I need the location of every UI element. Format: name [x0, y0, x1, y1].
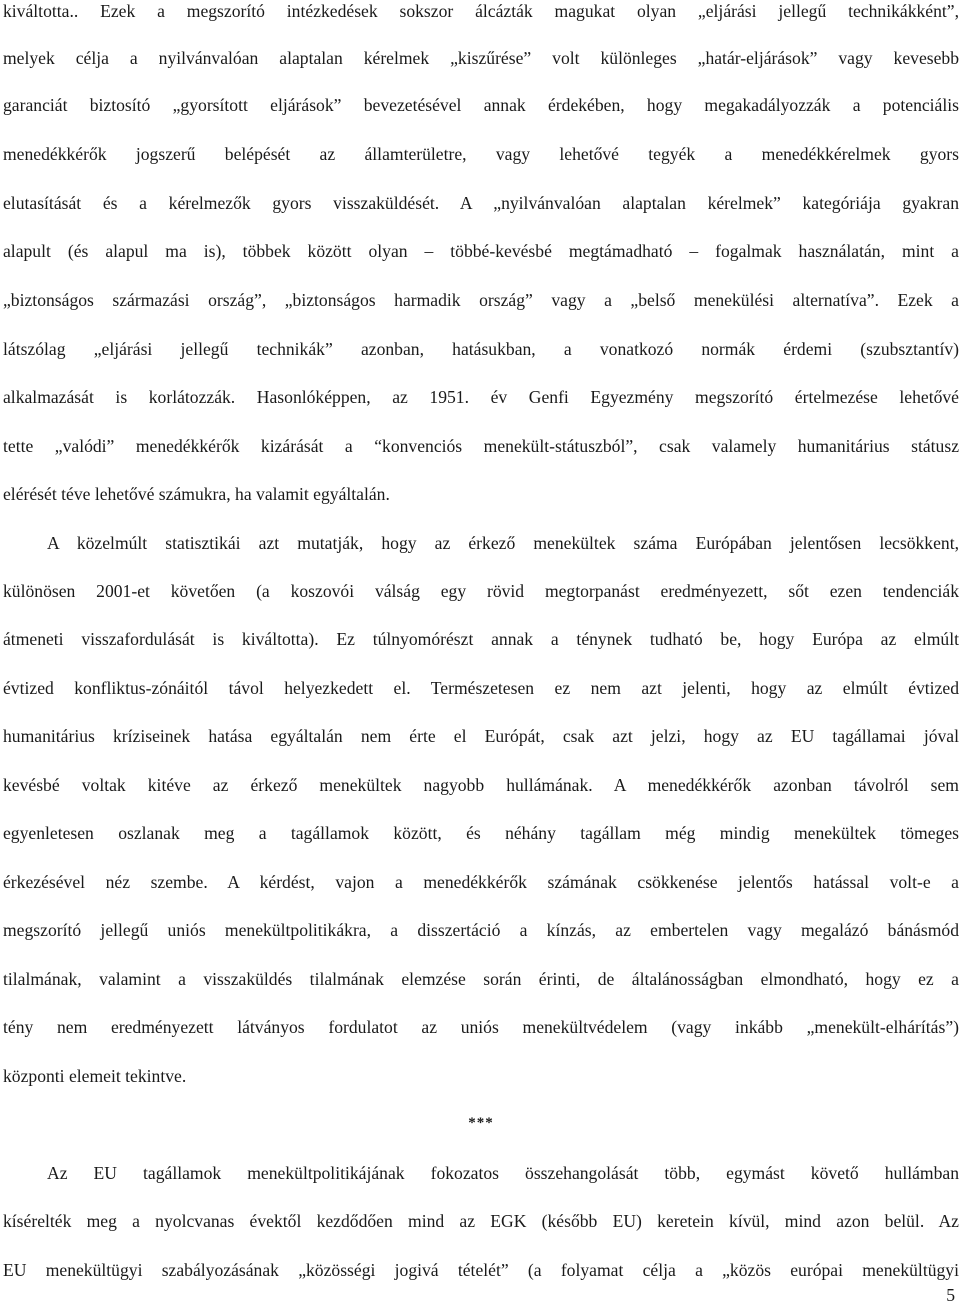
text-line: tény nem eredményezett látványos fordulatot az uniós menekültvédelem (vagy inkább „menekült-elhárítás”) [3, 1017, 959, 1037]
text-line: elérését téve lehetővé számukra, ha valamit egyáltalán. [3, 484, 390, 504]
text-line: kevésbé voltak kitéve az érkező menekültek nagyobb hullámának. A menedékkérők azonban távolról sem [3, 775, 959, 795]
section-separator: *** [468, 1115, 494, 1131]
text-line: garanciát biztosító „gyorsított eljárások” bevezetésével annak érdekében, hogy megakadályozzák a potenciális [3, 95, 959, 115]
text-line: humanitárius kríziseinek hatása egyáltalán nem érte el Európát, csak azt jelzi, hogy az EU tagállamai jóval [3, 726, 959, 746]
text-line: melyek célja a nyilvánvalóan alaptalan kérelmek „kiszűrése” volt különleges „határ-eljárások” vagy kevesebb [3, 48, 959, 68]
text-line: érkezésével néz szembe. A kérdést, vajon a menedékkérők számának csökkenése jelentős hatással volt-e a [3, 872, 959, 892]
text-line: elutasítását és a kérelmezők gyors visszaküldését. A „nyilvánvalóan alaptalan kérelmek” kategóriája gyakran [3, 193, 959, 213]
text-line: átmeneti visszafordulását is kiváltotta). Ez túlnyomórészt annak a ténynek tudható be, hogy Európa az elmúlt [3, 629, 959, 649]
document-page [3, 0, 959, 1309]
text-line: menedékkérők jogszerű belépését az államterületre, vagy lehetővé tegyék a menedékkérelmek gyors [3, 144, 959, 164]
text-line: egyenletesen oszlanak meg a tagállamok között, és néhány tagállam még mindig menekültek tömeges [3, 823, 959, 843]
text-line: EU menekültügyi szabályozásának „közösségi jogivá tételét” (a folyamat célja a „közös európai menekültügyi [3, 1260, 959, 1280]
text-line: A közelmúlt statisztikái azt mutatják, hogy az érkező menekültek száma Európában jelentősen lecsökkent, [47, 533, 959, 553]
text-line: alkalmazását is korlátozzák. Hasonlóképpen, az 1951. év Genfi Egyezmény megszorító értelmezése lehetővé [3, 387, 959, 407]
text-line: alapult (és alapul ma is), többek között olyan – többé-kevésbé megtámadható – fogalmak használatán, mint a [3, 241, 959, 261]
text-line: kiváltotta.. Ezek a megszorító intézkedések sokszor álcázták magukat olyan „eljárási jellegű technikákként”, [3, 1, 959, 21]
text-line: tilalmának, valamint a visszaküldés tilalmának elemzése során érinti, de általánosságban elmondható, hogy ez a [3, 969, 959, 989]
text-line: kísérelték meg a nyolcvanas évektől kezdődően mind az EGK (később EU) keretein kívül, mind azon belül. Az [3, 1211, 959, 1231]
text-line: megszorító jellegű uniós menekültpolitikákra, a disszertáció a kínzás, az embertelen vagy megalázó bánásmód [3, 920, 959, 940]
text-line: Az EU tagállamok menekültpolitikájának fokozatos összehangolását több, egymást követő hullámban [47, 1163, 959, 1183]
text-line: évtized konfliktus-zónáitól távol helyezkedett el. Természetesen ez nem azt jelenti, hogy az elmúlt évtized [3, 678, 959, 698]
text-line: tette „valódi” menedékkérők kizárását a “konvenciós menekült-státuszból”, csak valamely humanitárius státusz [3, 436, 959, 456]
page-number: 5 [946, 1285, 955, 1305]
text-line: látszólag „eljárási jellegű technikák” azonban, hatásukban, a vonatkozó normák érdemi (szubsztantív) [3, 339, 959, 359]
text-line: „biztonságos származási ország”, „biztonságos harmadik ország” vagy a „belső menekülési alternatíva”. Ezek a [3, 290, 959, 310]
text-line: központi elemeit tekintve. [3, 1066, 187, 1086]
text-line: különösen 2001-et követően (a koszovói válság egy rövid megtorpanást eredményezett, sőt ezen tendenciák [3, 581, 959, 601]
